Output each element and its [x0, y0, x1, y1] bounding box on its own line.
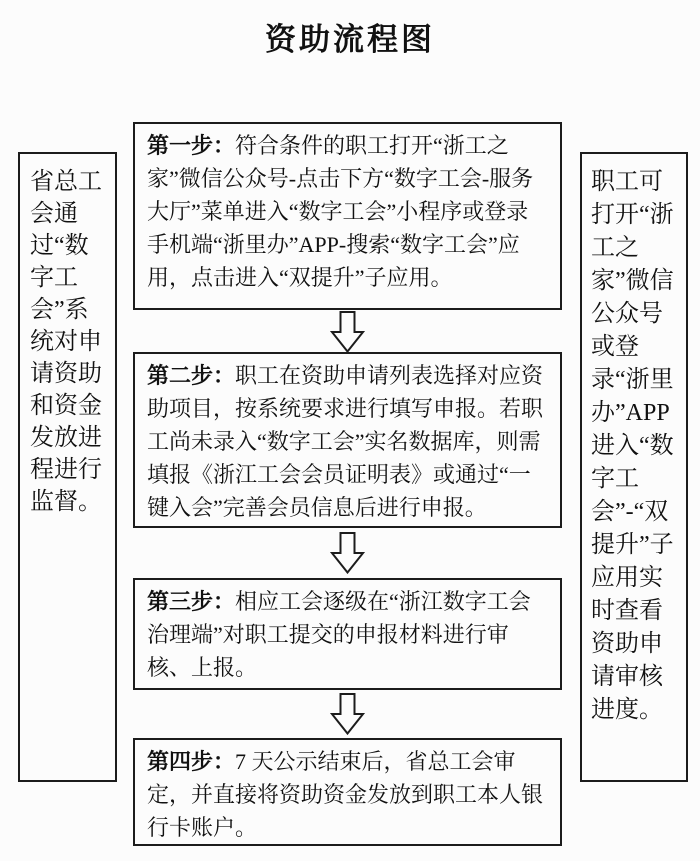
- down-arrow-icon: [329, 693, 366, 735]
- step-2-text: 职工在资助申请列表选择对应资助项目，按系统要求进行填写申报。若职工尚未录入“数字工会”实名数据库，则需填报《浙江工会会员证明表》或通过“一键入会”完善会员信息后进行申报。: [147, 363, 544, 520]
- step-2-label: 第二步：: [147, 363, 236, 388]
- down-arrow-icon: [329, 311, 366, 353]
- step-4-label: 第四步：: [147, 749, 236, 774]
- right-progress-note: [580, 152, 688, 782]
- left-note-text: 省总工会通过“数字工会”系统对申请资助和资金发放进程进行监督。: [30, 169, 102, 515]
- step-3-box: [133, 578, 562, 690]
- step-4-box: [133, 738, 562, 846]
- step-2-box: [133, 352, 562, 528]
- right-note-text: 职工可打开“浙工之家”微信公众号或登录“浙里办”APP 进入“数字工会”-“双提升”子应用实时查看资助申请审核进度。: [591, 169, 674, 723]
- step-3-label: 第三步：: [147, 589, 236, 614]
- down-arrow-icon: [329, 532, 366, 574]
- step-1-box: [133, 122, 562, 310]
- step-1-text: 符合条件的职工打开“浙工之家”微信公众号-点击下方“数字工会-服务大厅”菜单进入“数字工会”小程序或登录手机端“浙里办”APP-搜索“数字工会”应用，点击进入“双提升”子应用。: [147, 133, 534, 290]
- step-4-text: 7 天公示结束后，省总工会审定，并直接将资助资金发放到职工本人银行卡账户。: [147, 749, 544, 840]
- page-title: 资助流程图: [265, 22, 435, 57]
- left-supervision-note: [18, 152, 117, 782]
- step-3-text: 相应工会逐级在“浙江数字工会治理端”对职工提交的申报材料进行审核、上报。: [147, 589, 531, 680]
- step-1-label: 第一步：: [147, 133, 236, 158]
